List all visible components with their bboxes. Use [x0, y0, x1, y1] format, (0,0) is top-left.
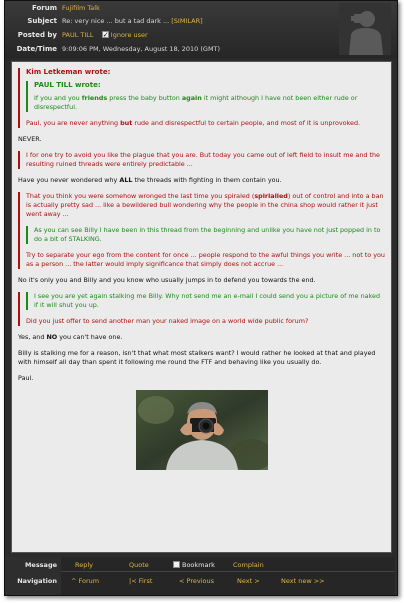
datetime-row — [5, 43, 335, 56]
subject-text: Re: very nice ... but a tad dark ... — [62, 17, 170, 25]
quote-block — [18, 151, 385, 169]
forum-link[interactable]: Fujifilm Talk — [62, 4, 100, 12]
post-header — [5, 1, 397, 59]
body-text-part: you can't have one. — [57, 333, 123, 341]
author-link[interactable]: PAUL TILL — [62, 31, 94, 39]
posted-label: Posted by — [17, 31, 57, 39]
subject-row — [5, 15, 335, 28]
footer-actions-box — [61, 557, 395, 595]
quote-text-part: it might although I have not been either rude or disrespectful. — [34, 94, 358, 111]
quote-text-bold: spirlalled — [254, 192, 288, 200]
post-body — [11, 61, 392, 553]
similar-link[interactable]: [SIMILAR] — [171, 17, 203, 25]
quote-text-part: rude and disrespectful to certain people, and most of it is unprovoked. — [132, 119, 361, 127]
subject-label: Subject — [27, 17, 57, 25]
footer-divider — [61, 571, 395, 572]
attached-photo — [136, 390, 268, 470]
quote-text: As you can see Billy I have been in this thread from the beginning and unlike you have not just popped in to do a bit of STALKING. — [34, 226, 381, 243]
ignore-user-checkbox[interactable] — [102, 31, 109, 38]
quote-link[interactable]: Quote — [129, 561, 149, 569]
quote-nested — [26, 226, 385, 244]
body-text-part: Yes, and — [18, 333, 47, 341]
quote-block — [18, 292, 385, 326]
bookmark-checkbox[interactable] — [173, 561, 180, 568]
quote-text-part: If you and you — [34, 94, 82, 102]
avatar — [339, 3, 391, 55]
post-window — [4, 0, 398, 596]
quote-text-bold: friends — [81, 94, 108, 102]
complain-link[interactable]: Complain — [233, 561, 264, 569]
forum-label: Forum — [31, 4, 57, 12]
quote-block — [18, 192, 385, 269]
quote-text: I for one try to avoid you like the plague that you are. But today you came out of left field to insult me and the resulting ruined threads were entirely predictable ... — [26, 151, 380, 168]
navigation-label: Navigation — [17, 577, 57, 585]
quote-kim — [18, 68, 385, 128]
quote-author: PAUL TILL wrote: — [34, 81, 101, 89]
next-new-link[interactable]: Next new >> — [281, 577, 325, 585]
forum-row — [5, 2, 335, 15]
photographer-photo-image — [136, 390, 268, 470]
body-text-part: Have you never wondered why — [18, 176, 120, 184]
body-paragraph: No it's only you and Billy and you know who usually jumps in to defend you towards the end. — [18, 276, 316, 284]
posted-row — [5, 29, 335, 42]
reply-link[interactable]: Reply — [75, 561, 94, 569]
body-paragraph: Billy is stalking me for a reason, isn't that what most stalkers want? I would rather he looked at that and played with himself all day than spent it following me round the FTF and behaving like you usually do. — [18, 349, 376, 366]
quote-text-bold: again — [181, 94, 202, 102]
bookmark-control[interactable] — [173, 561, 215, 569]
body-text-part: the threads with fighting in them contain you. — [132, 176, 282, 184]
photographer-silhouette-icon — [339, 3, 391, 55]
quote-text-part: ) out of control and into a ban is actually pretty sad ... like a bewildered bull wondering why the people in the china shop would rather it just went away ... — [26, 192, 384, 218]
body-paragraph — [18, 333, 385, 342]
previous-link[interactable]: < Previous — [179, 577, 214, 585]
posted-value — [62, 29, 148, 42]
quote-text: Try to separate your ego from the content for once ... people respond to the awful things you write ... not to you as a person ... the latter would imply significance that simply does not accrue ... — [26, 251, 385, 268]
datetime-value: 9:09:06 PM, Wednesday, August 18, 2010 (GMT) — [62, 45, 221, 53]
next-link[interactable]: Next > — [237, 577, 260, 585]
quote-text — [34, 94, 385, 112]
message-label: Message — [24, 561, 57, 569]
first-link[interactable]: |< First — [129, 577, 153, 585]
quote-text-part: That you think you were somehow wronged the last time you spiraled ( — [26, 192, 255, 200]
quote-text-part: Paul, you are never anything — [26, 119, 121, 127]
datetime-label: Date/Time — [16, 45, 57, 53]
quote-text — [26, 192, 385, 219]
signoff: Paul. — [18, 374, 34, 382]
quote-paul — [26, 81, 385, 112]
forum-nav-link[interactable]: ^ Forum — [71, 577, 100, 585]
ignore-user-label[interactable]: Ignore user — [110, 31, 148, 39]
body-paragraph: NEVER. — [18, 135, 42, 143]
quote-text: I see you are yet again stalking me Billy. Why not send me an e-mail I could send you a picture of me naked if it will shut you up. — [34, 292, 381, 309]
quote-nested — [26, 292, 385, 310]
post-footer — [5, 557, 397, 595]
bookmark-label[interactable]: Bookmark — [182, 561, 215, 569]
body-text-bold: ALL — [119, 176, 133, 184]
subject-value — [62, 15, 203, 28]
body-text-bold: NO — [46, 333, 58, 341]
quote-text-part: press the baby button — [107, 94, 182, 102]
quote-text: Did you just offer to send another man your naked image on a world wide public forum? — [26, 317, 309, 325]
quote-text-bold: but — [120, 119, 133, 127]
body-paragraph — [18, 176, 385, 185]
quote-text — [26, 119, 385, 128]
quote-author: Kim Letkeman wrote: — [26, 68, 111, 76]
